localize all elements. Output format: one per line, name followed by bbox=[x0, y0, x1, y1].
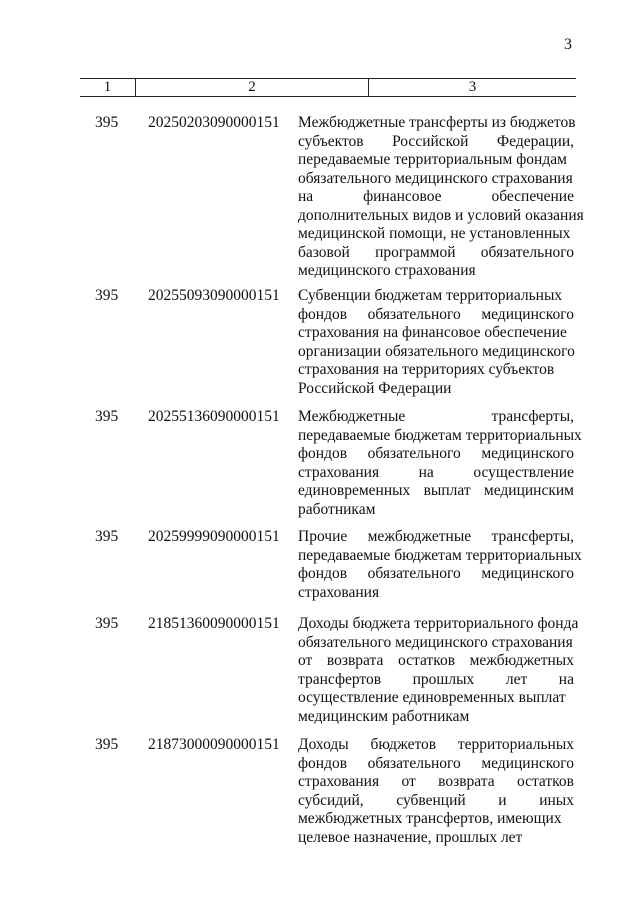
description-word: от bbox=[401, 773, 416, 790]
description-line bbox=[298, 408, 574, 427]
description-word: фондов bbox=[298, 754, 348, 772]
budget-classification-code: 21873000090000151 bbox=[148, 736, 280, 753]
budget-classification-code: 20255136090000151 bbox=[148, 408, 280, 425]
page-number: 3 bbox=[564, 36, 572, 53]
description-word: медицинского bbox=[481, 445, 574, 462]
description-line: передаваемые бюджетам территориальных bbox=[298, 426, 582, 444]
description-line: страхования bbox=[298, 583, 380, 601]
description-word: иных bbox=[539, 791, 574, 809]
description-word: медицинским bbox=[483, 482, 574, 499]
description-word: прошлых bbox=[412, 670, 475, 688]
header-cell-3: 3 bbox=[468, 79, 477, 95]
income-description bbox=[298, 615, 579, 726]
description-line bbox=[298, 464, 574, 483]
description-word: обеспечение bbox=[491, 188, 574, 205]
income-description bbox=[298, 528, 582, 602]
description-word: финансовое bbox=[363, 188, 442, 205]
budget-classification-code: 20250203090000151 bbox=[148, 114, 280, 131]
description-word: трансфертов bbox=[298, 670, 382, 688]
description-word: обязательного bbox=[480, 243, 574, 261]
description-word: осуществление bbox=[473, 463, 574, 481]
description-line bbox=[298, 652, 574, 671]
description-line: страхования на территориях субъектов bbox=[298, 361, 555, 378]
header-cell-1: 1 bbox=[103, 79, 112, 95]
description-line bbox=[298, 244, 574, 263]
description-word: обязательного bbox=[367, 565, 461, 582]
description-line bbox=[298, 755, 574, 774]
header-cell-2: 2 bbox=[248, 79, 256, 95]
description-line bbox=[298, 671, 574, 690]
description-word: медицинского bbox=[481, 754, 574, 772]
description-word: страхования bbox=[298, 463, 380, 481]
description-word: Межбюджетные bbox=[298, 408, 406, 425]
description-word: на bbox=[298, 188, 314, 205]
description-word: Федерации, bbox=[496, 132, 574, 150]
description-word: субсидий, bbox=[298, 791, 364, 809]
description-word: Прочие bbox=[298, 528, 348, 545]
description-word: единовременных bbox=[298, 482, 411, 499]
description-word: Доходы bbox=[298, 736, 349, 753]
description-line bbox=[298, 736, 574, 755]
description-line: обязательного медицинского страхования bbox=[298, 633, 573, 651]
income-description bbox=[298, 408, 582, 519]
description-word: межбюджетные bbox=[367, 528, 472, 545]
description-word: субъектов bbox=[298, 132, 364, 150]
budget-classification-code: 20259999090000151 bbox=[148, 528, 280, 545]
description-word: медицинского bbox=[481, 305, 574, 323]
description-line: страхования на финансовое обеспечение bbox=[298, 324, 567, 341]
description-word: медицинского bbox=[481, 565, 574, 582]
description-line bbox=[298, 528, 574, 547]
description-line: обязательного медицинского страхования bbox=[298, 169, 573, 187]
description-word: межбюджетных bbox=[469, 652, 574, 669]
description-word: программой bbox=[375, 243, 456, 261]
description-word: обязательного bbox=[367, 754, 461, 772]
description-line: целевое назначение, прошлых лет bbox=[298, 828, 523, 846]
description-line bbox=[298, 445, 574, 464]
admin-code: 395 bbox=[95, 528, 119, 545]
description-line bbox=[298, 482, 574, 501]
description-word: фондов bbox=[298, 445, 348, 462]
description-word: фондов bbox=[298, 305, 348, 323]
description-line bbox=[298, 773, 574, 792]
description-line: передаваемые территориальным фондам bbox=[298, 151, 567, 168]
description-word: трансферты, bbox=[491, 528, 574, 545]
description-word: фондов bbox=[298, 565, 348, 582]
description-word: Российской bbox=[392, 132, 469, 150]
description-line bbox=[298, 133, 574, 152]
description-word: базовой bbox=[298, 243, 350, 261]
income-description bbox=[298, 736, 574, 847]
description-word: и bbox=[498, 791, 507, 809]
description-word: на bbox=[418, 463, 434, 481]
description-word: бюджетов bbox=[370, 736, 437, 753]
description-line: медицинской помощи, не установленных bbox=[298, 225, 571, 242]
description-word: от bbox=[298, 652, 313, 669]
description-line: организации обязательного медицинского bbox=[298, 342, 575, 360]
description-word: остатков bbox=[516, 773, 574, 790]
description-word: трансферты, bbox=[491, 408, 574, 425]
description-word: обязательного bbox=[367, 305, 461, 323]
description-line: Доходы бюджета территориального фонда bbox=[298, 615, 579, 632]
budget-classification-code: 21851360090000151 bbox=[148, 615, 280, 632]
description-line: Российской Федерации bbox=[298, 379, 452, 397]
description-word: лет bbox=[505, 670, 528, 688]
budget-classification-code: 20255093090000151 bbox=[148, 287, 280, 304]
description-line: дополнительных видов и условий оказания bbox=[298, 206, 584, 224]
income-description bbox=[298, 114, 584, 281]
description-line: передаваемые бюджетам территориальных bbox=[298, 546, 582, 564]
description-line bbox=[298, 792, 574, 811]
description-word: территориальных bbox=[457, 736, 574, 753]
description-word: возврата bbox=[438, 773, 495, 790]
admin-code: 395 bbox=[95, 287, 119, 304]
description-line: Субвенции бюджетам территориальных bbox=[298, 287, 563, 304]
description-line: осуществление единовременных выплат bbox=[298, 689, 566, 706]
description-line: работникам bbox=[298, 500, 376, 518]
description-line: медицинского страхования bbox=[298, 262, 476, 279]
description-line: медицинским работникам bbox=[298, 707, 470, 725]
description-word: обязательного bbox=[367, 445, 461, 462]
admin-code: 395 bbox=[95, 615, 119, 632]
description-word: выплат bbox=[423, 482, 471, 499]
admin-code: 395 bbox=[95, 408, 119, 425]
description-line bbox=[298, 565, 574, 584]
description-line: межбюджетных трансфертов, имеющих bbox=[298, 810, 562, 827]
description-word: на bbox=[558, 670, 574, 688]
description-word: остатков bbox=[397, 652, 456, 669]
income-description bbox=[298, 287, 574, 398]
admin-code: 395 bbox=[95, 736, 119, 753]
table-header bbox=[80, 78, 576, 97]
description-line bbox=[298, 306, 574, 325]
description-line bbox=[298, 188, 574, 207]
admin-code: 395 bbox=[95, 114, 119, 131]
description-word: субвенций bbox=[396, 791, 466, 809]
description-line: Межбюджетные трансферты из бюджетов bbox=[298, 114, 576, 131]
description-word: возврата bbox=[326, 652, 384, 669]
description-word: страхования bbox=[298, 773, 380, 790]
